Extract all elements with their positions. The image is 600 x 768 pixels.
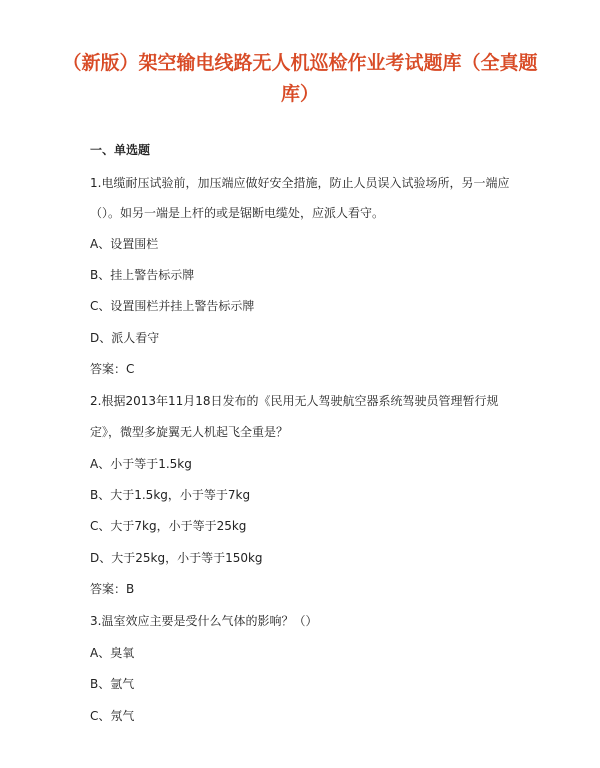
question-1-option-b: B、挂上警告标示牌 bbox=[90, 268, 195, 282]
question-2-stem-line-2: 定》，微型多旋翼无人机起飞全重是？ bbox=[90, 425, 289, 439]
question-1-stem-line-2: （）。如另一端是上杆的或是锯断电缆处，应派人看守。 bbox=[90, 206, 385, 220]
question-2-answer: 答案：B bbox=[90, 582, 135, 596]
question-2-option-c: C、大于7kg，小于等于25kg bbox=[90, 519, 247, 533]
section-heading: 一、单选题 bbox=[90, 143, 151, 157]
document-title: （新版）架空输电线路无人机巡检作业考试题库（全真题库） bbox=[62, 52, 538, 105]
question-3-option-c: C、氖气 bbox=[90, 709, 135, 723]
question-1-option-c: C、设置围栏并挂上警告标示牌 bbox=[90, 299, 255, 313]
question-3-stem-line-1: 3.温室效应主要是受什么气体的影响？（） bbox=[90, 614, 318, 628]
question-2-stem-line-1: 2.根据2013年11月18日发布的《民用无人驾驶航空器系统驾驶员管理暂行规 bbox=[90, 394, 499, 408]
question-2-option-a: A、小于等于1.5kg bbox=[90, 457, 192, 471]
question-3-option-b: B、氩气 bbox=[90, 677, 135, 691]
question-1-option-a: A、设置围栏 bbox=[90, 237, 159, 251]
question-2-option-d: D、大于25kg，小于等于150kg bbox=[90, 551, 263, 565]
question-1-answer: 答案：C bbox=[90, 362, 135, 376]
question-1-stem-line-1: 1.电缆耐压试验前，加压端应做好安全措施，防止人员误入试验场所，另一端应 bbox=[90, 176, 510, 190]
question-1-option-d: D、派人看守 bbox=[90, 331, 160, 345]
question-2-option-b: B、大于1.5kg，小于等于7kg bbox=[90, 488, 251, 502]
question-3-option-a: A、臭氧 bbox=[90, 646, 135, 660]
